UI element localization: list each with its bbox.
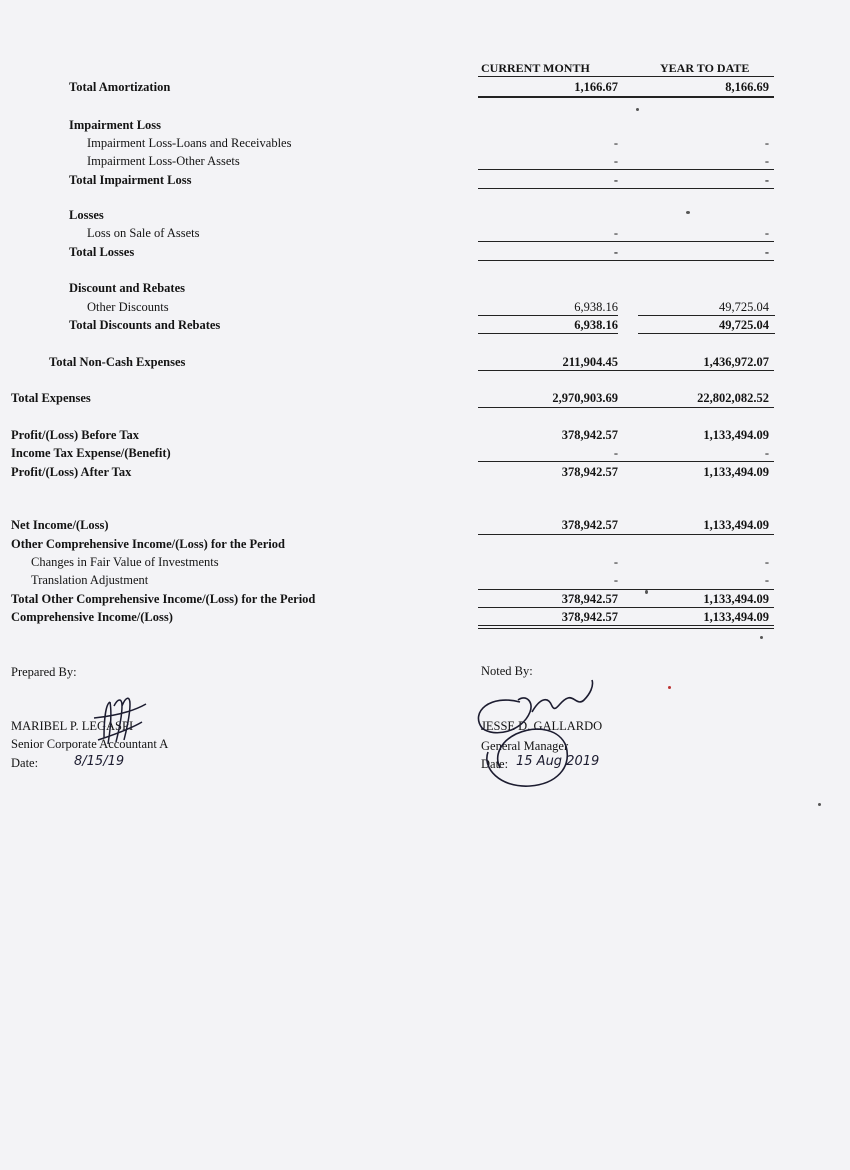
noted-by-name: JESSE D. GALLARDO	[481, 719, 603, 733]
discounts-total-rule-ytd	[638, 333, 775, 334]
row-label: Impairment Loss	[69, 118, 162, 132]
prepared-by-date-value: 8/15/19	[74, 754, 125, 769]
value-year-to-date: -	[764, 573, 769, 587]
row-net-income	[0, 516, 850, 534]
row-label: Comprehensive Income/(Loss)	[11, 610, 173, 624]
row-total-expenses	[0, 389, 850, 407]
value-current-month: 378,942.57	[561, 518, 618, 532]
noted-by-title: General Manager	[481, 739, 569, 753]
row-income-tax	[0, 444, 850, 462]
scan-speck	[645, 590, 648, 594]
row-label: Profit/(Loss) Before Tax	[11, 428, 140, 442]
row-label: Total Losses	[69, 245, 135, 259]
row-total-losses	[0, 243, 850, 261]
value-year-to-date: -	[764, 245, 769, 259]
value-year-to-date: -	[764, 136, 769, 150]
row-impairment-loans	[0, 134, 850, 152]
row-label: Discount and Rebates	[69, 281, 185, 295]
row-label: Changes in Fair Value of Investments	[31, 555, 219, 569]
row-label: Profit/(Loss) After Tax	[11, 465, 132, 479]
noted-by-date-label: Date:	[481, 757, 509, 771]
row-losses-heading	[0, 206, 850, 224]
double-rule-top	[478, 625, 774, 626]
row-oci-period	[0, 535, 850, 553]
value-current-month: 378,942.57	[561, 428, 618, 442]
value-year-to-date: -	[764, 555, 769, 569]
value-current-month: -	[613, 555, 618, 569]
value-current-month: 378,942.57	[561, 465, 618, 479]
impairment-rule	[478, 169, 774, 170]
noncash-rule	[478, 370, 774, 371]
row-impairment-loss-heading	[0, 116, 850, 134]
value-year-to-date: 49,725.04	[719, 318, 769, 332]
noted-by-date-value: 15 Aug 2019	[516, 754, 600, 769]
value-current-month: -	[613, 173, 618, 187]
amortization-rule	[478, 96, 774, 98]
scan-speck	[668, 686, 671, 689]
row-loss-sale-assets	[0, 224, 850, 242]
row-label: Total Discounts and Rebates	[69, 318, 221, 332]
value-year-to-date: 1,133,494.09	[703, 465, 769, 479]
value-year-to-date: 1,133,494.09	[703, 518, 769, 532]
value-year-to-date: -	[764, 154, 769, 168]
tax-rule	[478, 461, 774, 462]
value-current-month: -	[613, 136, 618, 150]
scan-speck	[636, 108, 639, 111]
row-comprehensive-income	[0, 608, 850, 626]
noted-by-signature	[460, 672, 630, 802]
value-year-to-date: 8,166.69	[725, 80, 769, 94]
value-year-to-date: -	[764, 446, 769, 460]
noted-by-heading: Noted By:	[481, 664, 533, 678]
scan-speck	[818, 803, 821, 806]
row-label: Total Expenses	[11, 391, 91, 405]
row-profit-before-tax	[0, 426, 850, 444]
scan-speck	[686, 211, 690, 214]
row-impairment-other	[0, 152, 850, 170]
row-total-oci	[0, 590, 850, 608]
row-label: Total Amortization	[69, 80, 171, 94]
prepared-by-date-label: Date:	[11, 756, 39, 770]
row-label: Impairment Loss-Other Assets	[87, 154, 240, 168]
value-current-month: 6,938.16	[574, 300, 618, 314]
scan-speck	[760, 636, 763, 639]
row-other-discounts	[0, 298, 850, 316]
value-year-to-date: 1,133,494.09	[703, 428, 769, 442]
value-year-to-date: -	[764, 173, 769, 187]
value-current-month: -	[613, 573, 618, 587]
row-total-discounts	[0, 316, 850, 334]
value-current-month: -	[613, 154, 618, 168]
row-label: Loss on Sale of Assets	[87, 226, 200, 240]
row-label: Total Other Comprehensive Income/(Loss) for the Period	[11, 592, 316, 606]
value-current-month: 378,942.57	[561, 610, 618, 624]
row-profit-after-tax	[0, 463, 850, 481]
value-current-month: -	[613, 226, 618, 240]
value-year-to-date: 1,436,972.07	[703, 355, 769, 369]
row-label: Losses	[69, 208, 104, 222]
row-total-amortization	[0, 78, 850, 96]
header-current-month: CURRENT MONTH	[481, 61, 590, 75]
row-translation	[0, 571, 850, 589]
value-current-month: 1,166.67	[574, 80, 618, 94]
value-current-month: 2,970,903.69	[552, 391, 618, 405]
value-current-month: 378,942.57	[561, 592, 618, 606]
value-year-to-date: 22,802,082.52	[697, 391, 769, 405]
value-current-month: 211,904.45	[562, 355, 618, 369]
row-total-noncash	[0, 353, 850, 371]
prepared-by-name: MARIBEL P. LEGASPI	[11, 719, 134, 733]
value-current-month: -	[613, 446, 618, 460]
row-discount-rebates-heading	[0, 279, 850, 297]
row-label: Other Discounts	[87, 300, 169, 314]
losses-total-rule	[478, 260, 774, 261]
row-total-impairment	[0, 171, 850, 189]
row-label: Income Tax Expense/(Benefit)	[11, 446, 171, 460]
row-label: Total Non-Cash Expenses	[49, 355, 186, 369]
losses-rule	[478, 241, 774, 242]
value-current-month: 6,938.16	[574, 318, 618, 332]
row-fair-value	[0, 553, 850, 571]
row-label: Impairment Loss-Loans and Receivables	[87, 136, 292, 150]
value-current-month: -	[613, 245, 618, 259]
value-year-to-date: 1,133,494.09	[703, 592, 769, 606]
header-year-to-date: YEAR TO DATE	[660, 61, 750, 75]
double-rule-bottom	[478, 628, 774, 629]
prepared-by-title: Senior Corporate Accountant A	[11, 737, 169, 751]
row-label: Net Income/(Loss)	[11, 518, 109, 532]
impairment-total-rule	[478, 188, 774, 189]
expenses-rule	[478, 407, 774, 408]
value-year-to-date: 1,133,494.09	[703, 610, 769, 624]
row-label: Translation Adjustment	[31, 573, 149, 587]
discounts-total-rule	[478, 333, 618, 334]
value-year-to-date: -	[764, 226, 769, 240]
prepared-by-heading: Prepared By:	[11, 665, 77, 679]
header-rule	[478, 76, 774, 77]
value-year-to-date: 49,725.04	[719, 300, 769, 314]
row-label: Total Impairment Loss	[69, 173, 192, 187]
row-label: Other Comprehensive Income/(Loss) for the Period	[11, 537, 285, 551]
